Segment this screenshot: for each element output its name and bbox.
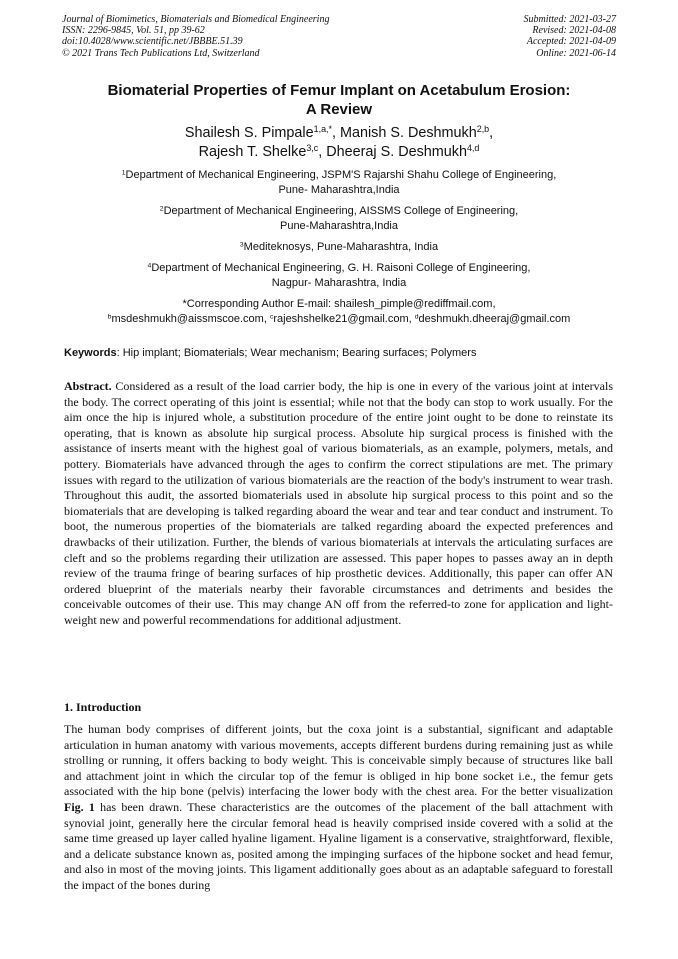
affiliation-location: Pune- Maharashtra,India bbox=[278, 183, 400, 196]
date-online: Online: 2021-06-14 bbox=[536, 47, 616, 59]
affiliation-1 bbox=[40, 168, 638, 197]
journal-issn: ISSN: 2296-9845, Vol. 51, pp 39-62 bbox=[62, 25, 205, 37]
email-mark: b bbox=[107, 312, 112, 320]
abstract-text: Considered as a result of the load carrier body, the hip is one in every of the various joint at intervals the body. The correct operating of this joint is essential; while not that the body can stop to work usually. For the aim once the hip is injured whole, a substitution procedure of the entire joint ought to be done to reinstate its operating, that is known as absolute hip surgical process. Absolute hip surgical process is finished with the assistance of inserts meant with the highest goal of various biomaterials, as an example, polymers, metals, and pottery. Biomaterials have advanced through the ages to confirm the correct stipulations are met. The primary issues with regard to the utilization of various biomaterials are the reaction of the body's instrument to wear trash. Throughout this audit, the assorted biomaterials used in absolute hip surgical process to this point and so the biomaterials that are developing is talked regarding aboard the wear and tear and tear conduct and instrument. To boot, the numerous properties of the biomaterials are talked regarding aboard the expected preferences and drawbacks of their utilization. Further, the blends of various biomaterials at intervals the articulating surfaces are cleft and so the problems regarding their utilization are assessed. This paper hopes to passes away an in depth review of the trauma fringe of bearing surfaces of hip prosthetic devices. Additionally, this paper can offer AN ordered blueprint of the materials nearby their favorable circumstances and detriments and besides the conceivable outcomes of their use. This may change AN off from the referred-to zone for application and light-weight new and powerful recommendations for additional adjustment. bbox=[64, 379, 613, 627]
affiliation-mark: 3 bbox=[239, 241, 244, 249]
affiliation-location: Pune-Maharashtra,India bbox=[279, 219, 398, 232]
date-submitted: Submitted: 2021-03-27 bbox=[523, 14, 616, 25]
date-revised: Revised: 2021-04-08 bbox=[532, 25, 616, 37]
author-affiliation-mark: 1,a,* bbox=[313, 124, 332, 135]
email-mark: c bbox=[269, 312, 274, 320]
journal-info bbox=[62, 14, 329, 59]
section-heading-introduction: 1. Introduction bbox=[64, 700, 142, 714]
affiliation-text: Department of Mechanical Engineering, JSPM'S Rajarshi Shahu College of Engineering, bbox=[125, 169, 557, 181]
author-name: Rajesh T. Shelke bbox=[198, 143, 307, 160]
journal-copyright: © 2021 Trans Tech Publications Ltd, Switzerland bbox=[62, 47, 260, 59]
author-row-2: Rajesh T. Shelke$^{3,c}$, Dheeraj S. Deshmukh$^{4,d}$ bbox=[198, 142, 480, 160]
introduction-body bbox=[64, 722, 613, 894]
affiliation-mark: 1 bbox=[121, 169, 126, 177]
author-affiliation-mark: 2,b bbox=[476, 124, 490, 135]
author-affiliation-mark: 3,c bbox=[306, 142, 319, 153]
keywords-text: : Hip implant; Biomaterials; Wear mechanism; Bearing surfaces; Polymers bbox=[116, 347, 477, 359]
affiliation-mark: 2 bbox=[159, 205, 164, 213]
email-link[interactable]: msdeshmukh@aissmscoe.com, bbox=[111, 312, 270, 325]
affiliation-2 bbox=[40, 204, 638, 233]
author-affiliation-mark: 4,d bbox=[467, 142, 480, 153]
abstract-label: Abstract. bbox=[64, 379, 112, 393]
author-list bbox=[40, 124, 638, 161]
author-emails bbox=[40, 312, 638, 327]
publication-dates bbox=[524, 14, 617, 59]
corresponding-author bbox=[40, 297, 638, 326]
intro-text: The human body comprises of different joints, but the coxa joint is a substantial, significant and adaptable articulation in human anatomy with various movements, accepts different burdens during remaining just as while strolling or running, it offers backing to body weight. This is conceivable simply because of structures like ball and attachment joint in which the circular top of the femur is obliged in hip bone socket i.e., the femur gets associated with the hip bone (pelvis) interfacing the lower body with the chest area. For the better visualization bbox=[64, 722, 613, 799]
affiliation-text: Department of Mechanical Engineering, AISSMS College of Engineering, bbox=[163, 205, 519, 217]
keywords bbox=[64, 346, 614, 360]
journal-name: Journal of Biomimetics, Biomaterials and Biomedical Engineering bbox=[62, 14, 330, 25]
author-name: Dheeraj S. Deshmukh bbox=[326, 143, 467, 160]
affiliation-text: Department of Mechanical Engineering, G. H. Raisoni College of Engineering, bbox=[151, 262, 531, 274]
title-line-2: A Review bbox=[305, 100, 373, 118]
keywords-label: Keywords bbox=[64, 347, 117, 359]
title-line-1: Biomaterial Properties of Femur Implant on Acetabulum Erosion: bbox=[107, 82, 571, 99]
abstract bbox=[64, 379, 613, 629]
date-accepted: Accepted: 2021-04-09 bbox=[526, 36, 616, 48]
journal-doi[interactable]: doi:10.4028/www.scientific.net/JBBBE.51.39 bbox=[62, 36, 243, 48]
corresponding-author-line: *Corresponding Author E-mail: shailesh_pimple@rediffmail.com, bbox=[182, 298, 496, 310]
author-row-1: Shailesh S. Pimpale$^{1,a,*}$, Manish S. Deshmukh$^{2,b}$, bbox=[184, 124, 494, 141]
affiliation-text: Mediteknosys, Pune-Maharashtra, India bbox=[243, 241, 439, 253]
intro-text: has been drawn. These characteristics are the outcomes of the placement of the ball attachment with synovial joint, generally here the circular femoral head is heavily comprised inside covered with a solid at the same time greased up layer called hyaline ligament. Hyaline ligament is a conservative, straightforward, flexible, and a delicate substance known as, posited among the impinging surfaces of the hipbone socket and head femur, and also in most of the moving joints. This ligament additionally goes about as an adaptable safeguard to forestall the impact of the bones during bbox=[64, 799, 613, 892]
affiliation-3 bbox=[40, 240, 638, 255]
affiliation-location: Nagpur- Maharashtra, India bbox=[271, 276, 407, 289]
affiliation-mark: 4 bbox=[147, 262, 152, 270]
author-name: Manish S. Deshmukh bbox=[339, 125, 477, 141]
affiliation-4 bbox=[40, 261, 638, 290]
email-link[interactable]: deshmukh.dheeraj@gmail.com bbox=[418, 312, 571, 325]
figure-reference[interactable]: Fig. 1 bbox=[64, 799, 95, 814]
email-link[interactable]: rajeshshelke21@gmail.com, bbox=[273, 312, 415, 325]
email-mark: d bbox=[414, 312, 419, 320]
author-name: Shailesh S. Pimpale bbox=[184, 125, 314, 141]
paper-title bbox=[40, 82, 638, 119]
